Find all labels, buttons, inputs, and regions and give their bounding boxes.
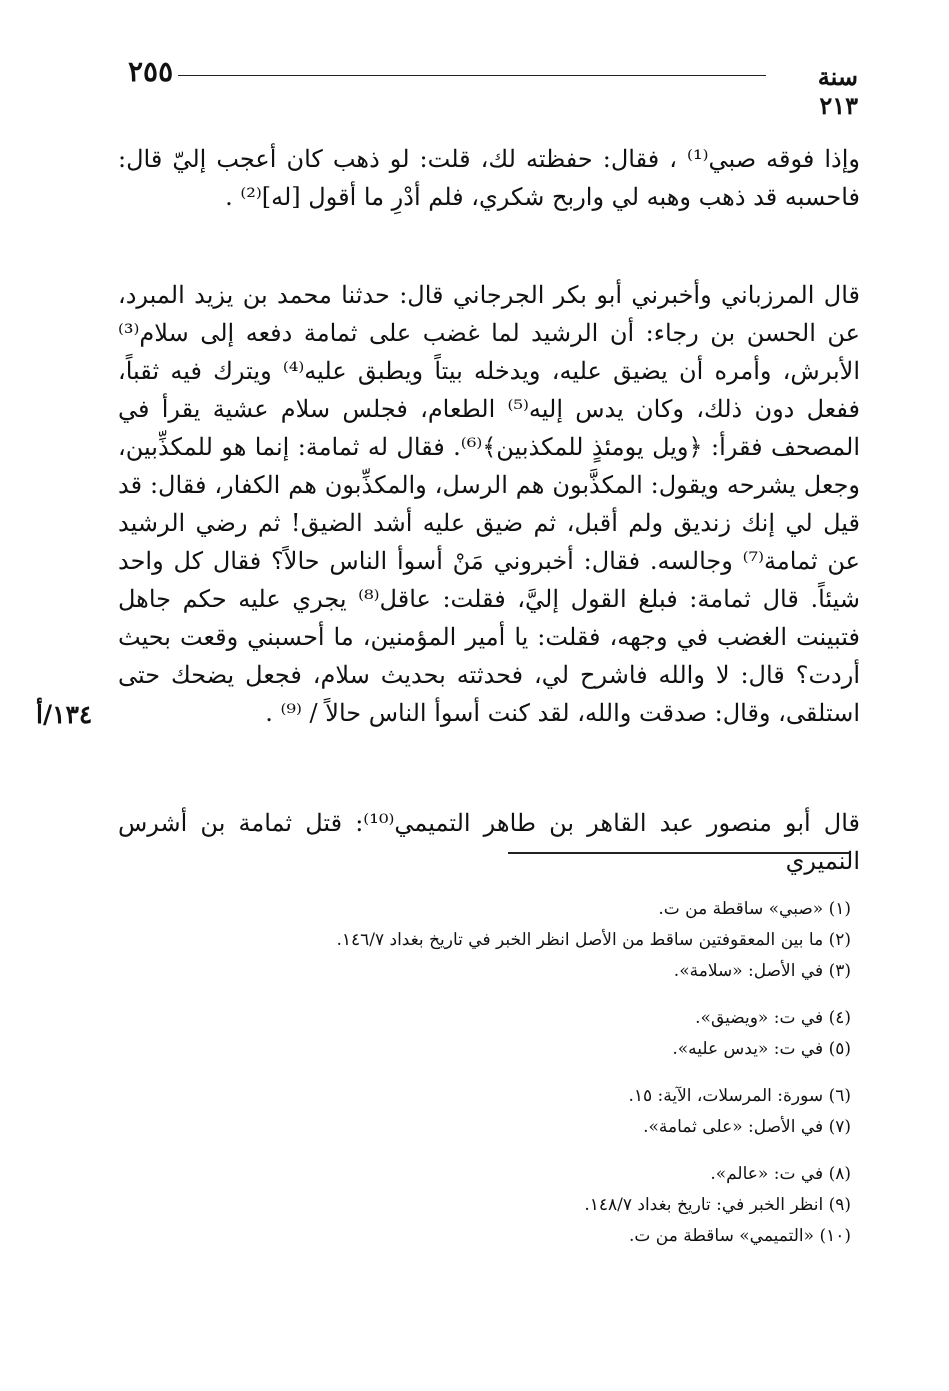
footnote-5: (٥) في ت: «يدس عليه». — [672, 1039, 851, 1059]
footnote-6: (٦) سورة: المرسلات، الآية: ١٥. — [628, 1086, 851, 1106]
body-paragraph-1: وإذا فوقه صبي⁽¹⁾ ، فقال: حفظته لك، قلت: لو ذهب كان أعجب إليّ قال: فاحسبه قد ذهب وهبه لي واربح شكري، فلم أدْرِ ما أقول [له]⁽²⁾ . — [118, 145, 860, 211]
footnote-4: (٤) في ت: «ويضيق». — [695, 1008, 851, 1028]
footnote-9: (٩) انظر الخبر في: تاريخ بغداد ١٤٨/٧. — [584, 1195, 851, 1215]
footnote-rule — [508, 852, 850, 854]
body-paragraph-2: قال المرزباني وأخبرني أبو بكر الجرجاني قال: حدثنا محمد بن يزيد المبرد، عن الحسن بن رجاء: أن الرشيد لما غضب على ثمامة دفعه إلى سلام⁽³⁾ الأبرش، وأمره أن يضيق عليه، ويدخله بيتاً ويطبق عليه⁽⁴⁾ ويترك فيه ثقباً، ففعل دون ذلك، وكان يدس إليه⁽⁵⁾ الطعام، فجلس سلام عشية يقرأ في المصحف فقرأ: ﴿ويل يومئذٍ للمكذبين﴾⁽⁶⁾. فقال له ثمامة: إنما هو للمكذِّبين، وجعل يشرحه ويقول: المكذَّبون هم الرسل، والمكذِّبون هم الكفار، فقال: قد قيل لي إنك زنديق ولم أقبل، ثم ضيق عليه أشد الضيق! ثم رضي الرشيد عن ثمامة⁽⁷⁾ وجالسه. فقال: أخبروني مَنْ أسوأ الناس حالاً؟ فقال كل واحد شيئاً. قال ثمامة: فبلغ القول إليَّ، فقلت: عاقل⁽⁸⁾ يجري عليه حكم جاهل فتبينت الغضب في وجهه، فقلت: يا أمير المؤمنين، ما أحسبني وقعت بحيث أردت؟ قال: لا والله فاشرح لي، فحدثته بحديث سلام، فجعل يضحك حتى استلقى، وقال: صدقت والله، لقد كنت أسوأ الناس حالاً / ⁽⁹⁾ . — [118, 281, 861, 727]
footnote-3: (٣) في الأصل: «سلامة». — [673, 961, 851, 981]
body-paragraph-3: قال أبو منصور عبد القاهر بن طاهر التميمي⁽¹⁰⁾: قتل ثمامة بن أشرس النميري — [118, 809, 861, 875]
header-rule — [178, 75, 766, 76]
footnote-10: (١٠) «التميمي» ساقطة من ت. — [628, 1226, 851, 1246]
footnotes-list — [231, 894, 851, 1252]
footnote-7: (٧) في الأصل: «على ثمامة». — [643, 1117, 851, 1137]
footnote-8: (٨) في ت: «عالم». — [710, 1164, 851, 1184]
page-number: ٢٥٥ — [128, 55, 174, 88]
footnote-2: (٢) ما بين المعقوفتين ساقط من الأصل انظر الخبر في تاريخ بغداد ١٤٦/٧. — [336, 930, 851, 950]
margin-folio: ١٣٤/أ — [36, 700, 93, 729]
year-label: سنة ٢١٣ — [817, 62, 858, 120]
footnote-1: (١) «صبي» ساقطة من ت. — [658, 899, 851, 919]
